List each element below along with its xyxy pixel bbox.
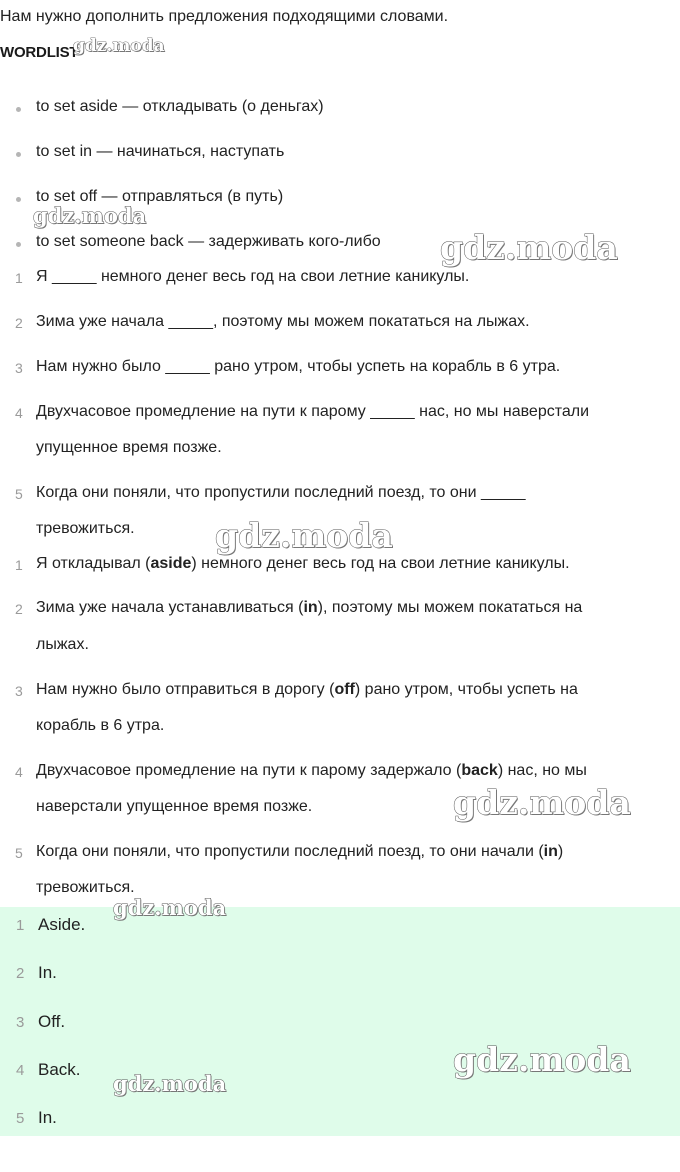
task-instruction: Нам нужно дополнить предложения подходящими словами. xyxy=(0,8,449,25)
watermark-logo: gdz.moda xyxy=(113,895,227,920)
answer-number: 4 xyxy=(16,1062,25,1079)
answers-panel xyxy=(0,907,680,1136)
translation-sentence-continued: лыжах. xyxy=(36,636,89,653)
bullet-icon xyxy=(16,197,21,202)
item-number: 4 xyxy=(15,405,23,421)
item-number: 5 xyxy=(15,486,23,502)
item-number: 2 xyxy=(15,315,23,331)
answer-text: In. xyxy=(38,963,57,982)
answer-number: 5 xyxy=(16,1110,25,1127)
translation-sentence-continued: корабль в 6 утра. xyxy=(36,717,165,734)
item-number: 3 xyxy=(15,360,23,376)
watermark-logo: gdz.moda xyxy=(33,203,147,228)
exercise-sentence: Нам нужно было _____ рано утром, чтобы успеть на корабль в 6 утра. xyxy=(36,358,561,375)
translation-sentence: Я откладывал (aside) немного денег весь год на свои летние каникулы. xyxy=(36,555,570,572)
wordlist-item: to set off — отправляться (в путь) xyxy=(36,188,284,205)
item-number: 3 xyxy=(15,683,23,699)
watermark-logo: gdz.moda xyxy=(215,516,393,555)
wordlist-item: to set aside — откладывать (о деньгах) xyxy=(36,98,324,115)
exercise-sentence: Когда они поняли, что пропустили последний поезд, то они _____ xyxy=(36,484,526,501)
bullet-icon xyxy=(16,242,21,247)
translation-sentence: Зима уже начала устанавливаться (in), поэтому мы можем покататься на xyxy=(36,599,583,616)
answer-number: 1 xyxy=(16,917,25,934)
answer-text: Off. xyxy=(38,1012,66,1031)
answer-number: 2 xyxy=(16,965,25,982)
watermark-logo: gdz.moda xyxy=(453,783,631,822)
bullet-icon xyxy=(16,107,21,112)
watermark-logo: gdz.moda xyxy=(440,228,618,267)
item-number: 2 xyxy=(15,601,23,617)
answer-text: Aside. xyxy=(38,915,86,934)
answer-number: 3 xyxy=(16,1014,25,1031)
exercise-sentence: Двухчасовое промедление на пути к парому _____ нас, но мы наверстали xyxy=(36,403,590,420)
watermark-logo: gdz.moda xyxy=(453,1040,631,1079)
answer-text: Back. xyxy=(38,1060,81,1079)
wordlist-item: to set someone back — задерживать кого-либо xyxy=(36,233,381,250)
answer-word: in xyxy=(303,599,318,616)
translation-sentence: Двухчасовое промедление на пути к парому задержало (back) нас, но мы xyxy=(36,762,587,779)
exercise-sentence: Зима уже начала _____, поэтому мы можем покататься на лыжах. xyxy=(36,313,530,330)
item-number: 4 xyxy=(15,764,23,780)
translation-sentence-continued: тревожиться. xyxy=(36,879,135,896)
wordlist-heading: WORDLIST xyxy=(0,44,79,61)
translation-sentence: Когда они поняли, что пропустили последний поезд, то они начали (in) xyxy=(36,843,564,860)
answer-word: back xyxy=(461,762,498,779)
answer-word: aside xyxy=(150,555,192,572)
item-number: 5 xyxy=(15,845,23,861)
exercise-sentence-continued: тревожиться. xyxy=(36,520,135,537)
watermark-logo: gdz.moda xyxy=(73,36,165,56)
exercise-sentence: Я _____ немного денег весь год на свои летние каникулы. xyxy=(36,268,470,285)
exercise-sentence-continued: упущенное время позже. xyxy=(36,439,222,456)
item-number: 1 xyxy=(15,270,23,286)
answer-word: off xyxy=(334,681,355,698)
translation-sentence-continued: наверстали упущенное время позже. xyxy=(36,798,313,815)
answer-text: In. xyxy=(38,1108,57,1127)
translation-sentence: Нам нужно было отправиться в дорогу (off) рано утром, чтобы успеть на xyxy=(36,681,578,698)
bullet-icon xyxy=(16,152,21,157)
wordlist-item: to set in — начинаться, наступать xyxy=(36,143,285,160)
answer-word: in xyxy=(543,843,558,860)
item-number: 1 xyxy=(15,557,23,573)
watermark-logo: gdz.moda xyxy=(113,1071,227,1096)
